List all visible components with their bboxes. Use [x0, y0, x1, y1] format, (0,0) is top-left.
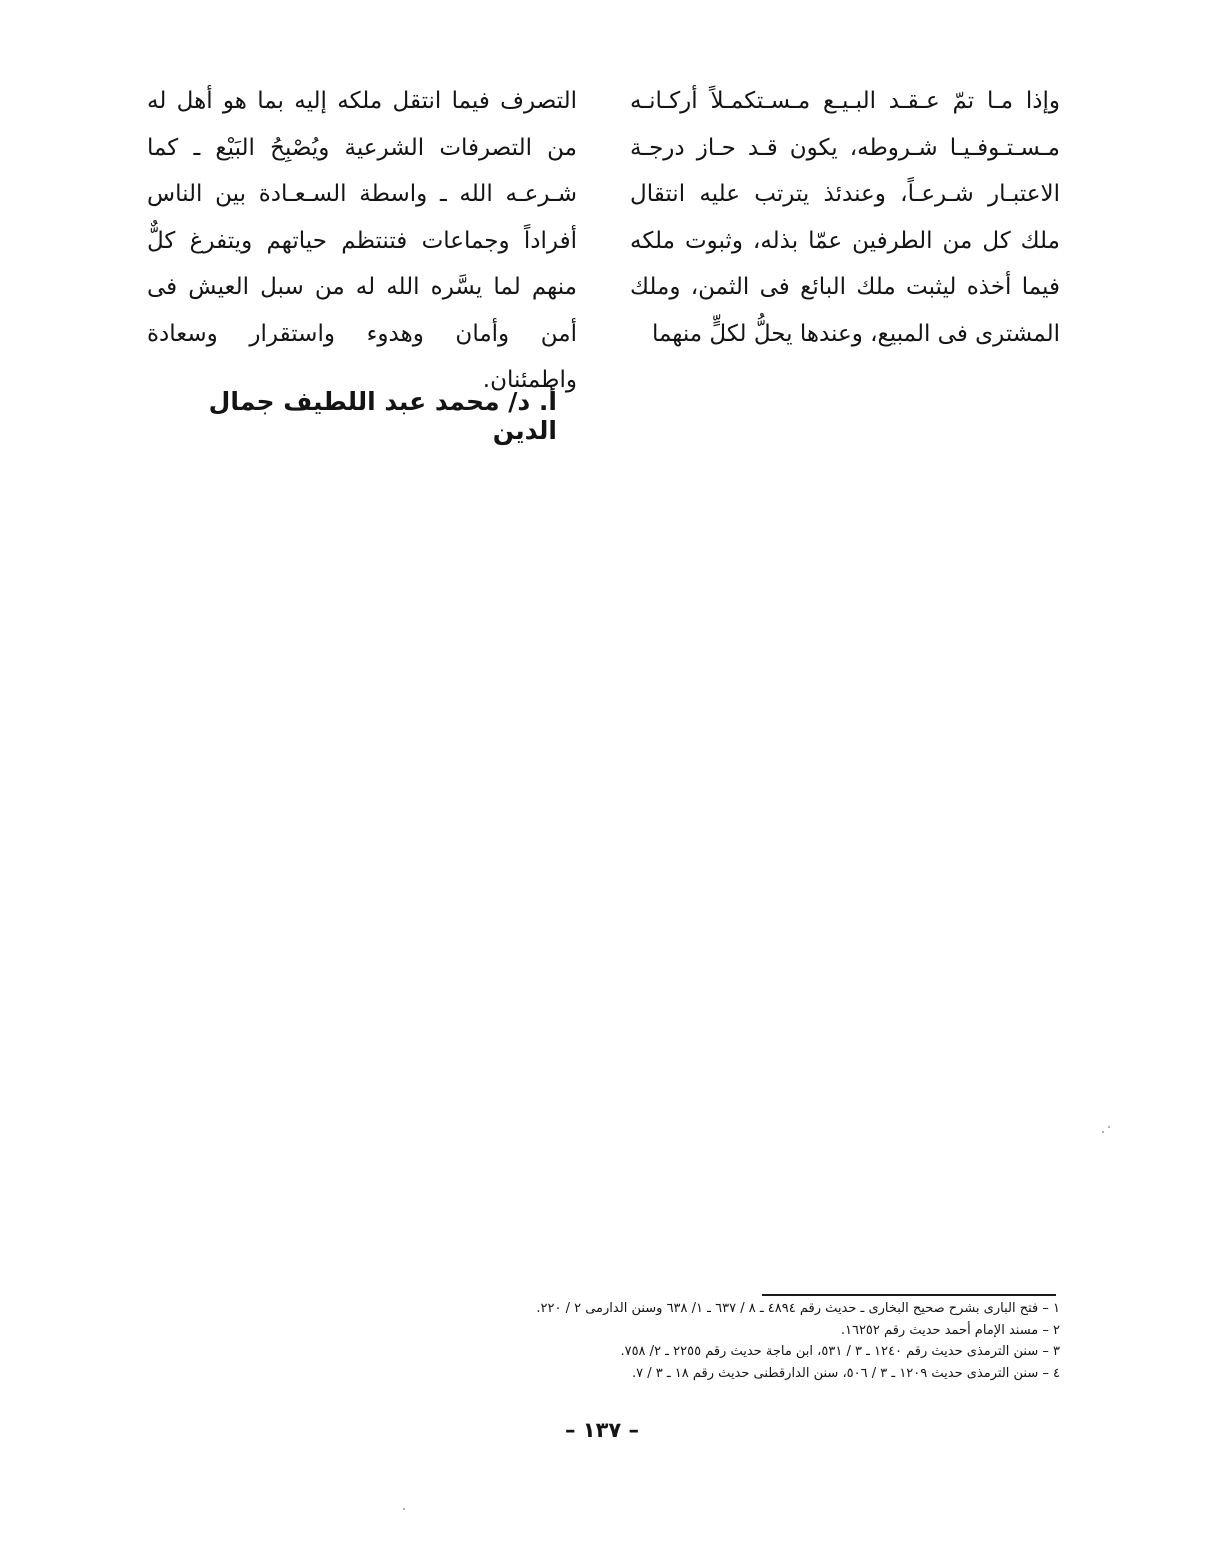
scan-speck [1102, 1131, 1104, 1133]
footnote-item: ٣ – سنن الترمذى حديث رقم ١٢٤٠ ـ ٣ / ٥٣١، ابن ماجة حديث رقم ٢٢٥٥ ـ ٢/ ٧٥٨. [620, 1344, 1060, 1359]
paragraph-text: وإذا مـا تمّ عـقـد البـيـع مـسـتكمـلاً أركـانـه مـسـتـوفـيـا شـروطه، يكون قـد حـاز درجـة الاعتبـار شـرعـاً، وعندئذ يترتب عليه انتقال ملك كل من الطرفين عمّا بذله، وثبوت ملكه فيما أخذه ليثبت ملك البائع فى الثمن، وملك المشترى فى المبيع، وعندها يحلُّ لكلٍّ منهما [630, 88, 1060, 347]
footnote-item: ٢ – مسند الإمام أحمد حديث رقم ١٦٢٥٢. [840, 1322, 1060, 1338]
footnote-divider [762, 1294, 1056, 1296]
footnote-item: ٤ – سنن الترمذى حديث ١٢٠٩ ـ ٣ / ٥٠٦، سنن الدارقطنى حديث رقم ١٨ ـ ٣ / ٧. [631, 1365, 1060, 1381]
body-column-right [630, 78, 1060, 357]
footnote-item: ١ – فتح البارى بشرح صحيح البخارى ـ حديث رقم ٤٨٩٤ ـ ٨ / ٦٣٧ ـ ١/ ٦٣٨ وسنن الدارمى ٢ / ٢٢٠. [536, 1301, 1060, 1316]
page-number: – ١٣٧ – [564, 1418, 640, 1442]
scan-speck [403, 1508, 405, 1510]
footnotes-list [280, 1298, 1060, 1384]
scan-speck [1108, 1126, 1110, 1128]
paragraph-text: التصرف فيما انتقل ملكه إليه بما هو أهل له من التصرفات الشرعية ويُصْبِحُ البَيْع ـ كما شـرعـه الله ـ واسطة السـعـادة بين الناس أفراداً وجماعات فتنتظم حياتهم ويتفرغ كلٌّ منهم لما يسَّره الله له من سبل العيش فى أمن وأمان وهدوء واستقرار وسعادة واطمئنان. [147, 88, 577, 393]
body-column-left [147, 78, 577, 404]
author-signature: أ. د/ محمد عبد اللطيف جمال الدين [208, 387, 557, 445]
